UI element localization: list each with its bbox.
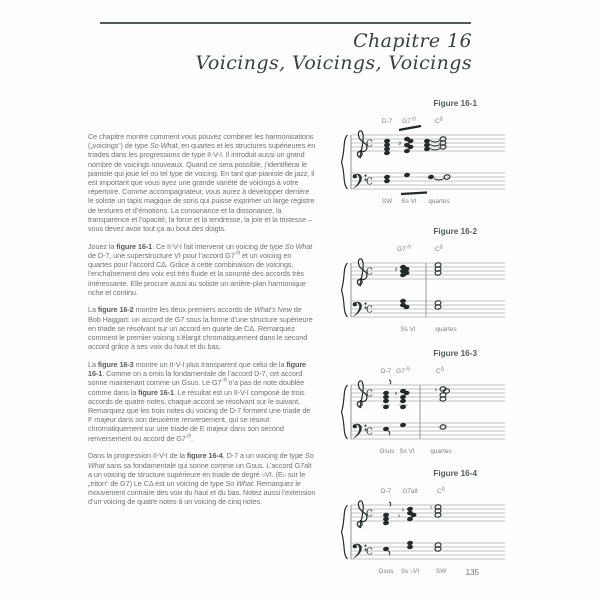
- paragraph: Jouez la figure 16-1. Ce II-V-I fait intervenir un voicing de type So What de D-7, une superstructure VI pour l’accord $G7^{♭9}$ et un voicing en quartes pour l’accord CΔ. Grâce à cette combinaison de voicings, l’enchaînement des voix est très fluide et la sonorité des accords très intéressante. Elle procure aussi au soliste un arrière-plan harmonique riche et continu.: [88, 241, 313, 297]
- voicing-label: quartes: [428, 198, 450, 205]
- note-head: [440, 396, 447, 401]
- time-signature: C: [366, 139, 373, 150]
- time-signature: C: [366, 547, 373, 558]
- note-head: [384, 178, 391, 183]
- note-head: [435, 304, 442, 309]
- music-notation: [333, 111, 511, 207]
- note-head: [435, 546, 442, 551]
- accidental: ♭: [401, 506, 405, 514]
- accidental: ♯: [394, 390, 398, 398]
- bracket-line: [401, 193, 427, 195]
- chord-symbol: D-7: [380, 488, 392, 495]
- paragraph: Ce chapitre montre comment vous pouvez combiner les harmonisations („voicings“) de type So What, en quartes et les structures supérieures en triades dans les progressions de type II-V-I. Il introduit aussi un grand nombre de voicings nouveaux. Quand ce sera possible, j’identifierai le pianiste qui joue tel ou tel type de voicing. En tant que pianiste de jazz, il est important que vous ayez une grande variété de voicings à votre répertoire. Comme accompagnateur, vous aurez à développer derrière le soliste un tapis magique de sons qui puisse exprimer un large registre de textures et d’émotions. La consonance et la dissonance, la transparence et l’opacité, la force et la tendresse, la joie et la tristesse – vous devez avoir tout ça au bout des doigts.: [88, 132, 316, 234]
- time-signature: C: [366, 427, 373, 438]
- time-signature: C: [366, 509, 373, 520]
- chapter-title-line2: Voicings, Voicings, Voicings: [195, 52, 472, 74]
- system-brace: [342, 135, 348, 189]
- voicing-label: Ss VI: [399, 448, 415, 455]
- figure-label: Figure 16-4: [433, 469, 477, 478]
- accidental: ♯: [398, 140, 402, 148]
- voicing-label: SW: [435, 568, 447, 575]
- voicing-label: Gsus: [379, 448, 395, 455]
- figure-label: Figure 16-3: [433, 349, 477, 358]
- paragraph: Dans la progression II-V-I de la figure 16-4, D-7 a un voicing de type So What sans sa fondamentale qui sonne comme un Gsus. L’accord G7alt a un voicing de structure supérieure en triade de degré ♭VI. (E♭ sur le „triton“ de G7) Le CΔ est un voicing de type So What. Remarquez le mouvement contraire des voix du haut et du bas. Notez aussi l’extension d’un voicing de quatre notes à un voicing de cinq notes.: [88, 451, 316, 507]
- time-signature: C: [366, 305, 373, 316]
- voicing-label: Ss VI: [401, 198, 417, 205]
- bracket-line: [399, 126, 421, 130]
- chord-symbol: $G7^{♭9}$: [402, 116, 416, 125]
- music-figure: [333, 469, 511, 577]
- time-signature: C: [366, 389, 373, 400]
- chord-symbol: G7alt: [402, 488, 418, 495]
- chapter-rule: [100, 22, 471, 24]
- chord-symbol: $C^\Delta$: [437, 486, 445, 495]
- chord-symbol: $C^\Delta$: [436, 366, 444, 375]
- chord-symbol: $G7^{♭9}$: [396, 366, 410, 375]
- time-signature: C: [366, 177, 373, 188]
- note-head: [400, 398, 407, 403]
- flag-mark: [388, 431, 390, 435]
- note-head: [428, 174, 435, 179]
- note-head: [435, 512, 442, 517]
- chord-symbol: $C^\Delta$: [435, 116, 443, 125]
- note-head: [435, 270, 442, 275]
- system-brace: [342, 263, 348, 317]
- page-number: 135: [465, 568, 479, 577]
- figure-label: Figure 16-1: [433, 99, 477, 108]
- music-figure: [333, 99, 511, 207]
- accidental: ♭: [397, 512, 401, 520]
- chapter-title: [80, 30, 472, 74]
- chord-symbol: $C^\Delta$: [435, 244, 443, 253]
- chapter-title-line1: Chapitre 16: [353, 30, 472, 52]
- system-brace: [342, 505, 348, 559]
- voicing-label: quartes: [430, 448, 452, 455]
- paragraph: La figure 16-2 montre les deux premiers accords de What’s New de Bob Haggart: un accord de G7 sous la forme d’une structure supérieure en triade se résolvant sur un accord en quarte de CΔ. Remarquez comment le premier voicing s’élargit chromatiquement dans le second accord grâce à ses voix du haut et du bas.: [88, 305, 313, 352]
- accidental: ♮: [429, 504, 433, 512]
- tie: [430, 149, 440, 151]
- voicing-label: Gsus: [378, 568, 394, 575]
- music-notation: [333, 239, 511, 335]
- chord-symbol: D-7: [380, 368, 392, 375]
- paragraph: La figure 16-3 montre un II-V-I plus transparent que celui de la figure 16-1. Comme on a omis la fondamentale de l’accord D-7, cet accord sonne maintenant comme un Gsus. Le $G7^{♭9}$ n’a pas de note doublée comme dans la figure 16-1. Le résultat est un II-V-I composé de trois accords de quatre notes, chaque accord se résolvant sur le suivant. Remarquez que les trois notes du voicing de D-7 forment une triade de F majeur dans son deuxième renversement, qui se résout chromatiquement sur une triade de E majeur dans son second renversement ou accord de $G7^{♭9}$.: [88, 359, 311, 443]
- system-brace: [342, 385, 348, 439]
- flag-mark: [389, 380, 391, 384]
- voicing-label: quartes: [435, 326, 457, 333]
- tie: [434, 179, 444, 181]
- chord-symbol: $G7^{♭9}$: [397, 244, 411, 253]
- flag-mark: [388, 551, 390, 555]
- flag-mark: [389, 502, 391, 506]
- music-figure: [333, 349, 511, 457]
- voicing-label: SW: [381, 198, 393, 205]
- body-text: [88, 132, 316, 515]
- tie: [430, 145, 440, 147]
- chord-symbol: D-7: [381, 118, 393, 125]
- music-notation: [333, 361, 511, 457]
- accidental: ♯: [394, 266, 398, 274]
- figures-column: [333, 95, 515, 597]
- music-notation: [333, 481, 511, 577]
- note-head: [407, 544, 414, 549]
- voicing-label: Ss VI: [400, 326, 416, 333]
- time-signature: C: [366, 267, 373, 278]
- note-head: [383, 398, 390, 403]
- accidental: ♭: [434, 386, 438, 394]
- figure-label: Figure 16-2: [433, 227, 477, 236]
- music-figure: [333, 227, 511, 335]
- tie: [430, 141, 440, 143]
- voicing-label: Ss ♭VI: [400, 568, 420, 575]
